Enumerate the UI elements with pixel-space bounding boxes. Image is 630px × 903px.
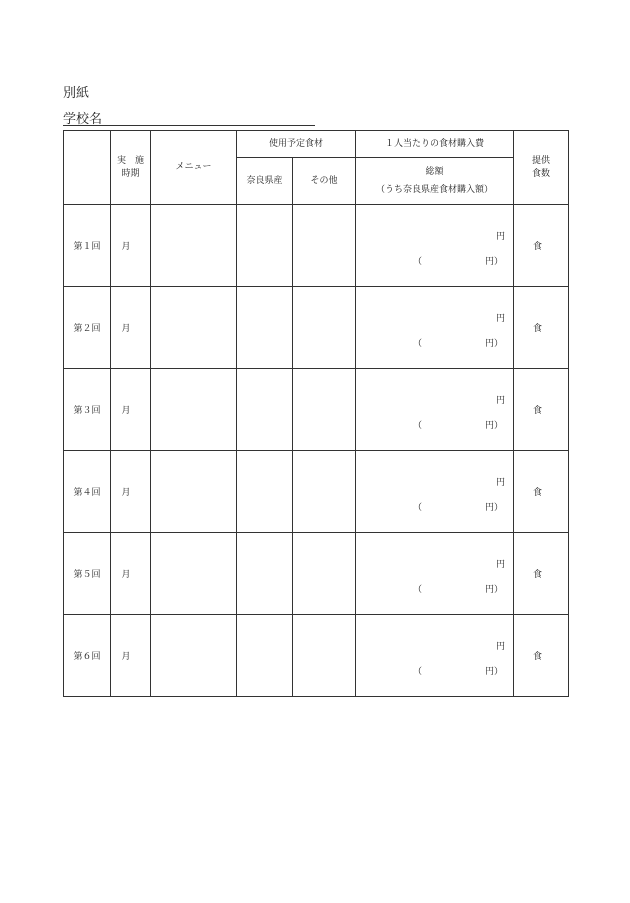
header-total: [356, 158, 514, 205]
total-yen-unit: 円: [496, 642, 506, 652]
month-cell[interactable]: 月: [111, 205, 151, 287]
table-row: [64, 451, 569, 533]
menu-plan-table: [63, 130, 569, 697]
month-cell[interactable]: 月: [111, 287, 151, 369]
nara-amount-open-paren: （: [413, 257, 423, 267]
month-cell[interactable]: 月: [111, 615, 151, 697]
menu-cell[interactable]: [151, 615, 237, 697]
total-yen-unit: 円: [496, 560, 506, 570]
cost-cell[interactable]: [356, 615, 514, 697]
month-cell[interactable]: 月: [111, 533, 151, 615]
header-timing: [111, 131, 151, 205]
other-ingredients-cell[interactable]: [293, 287, 356, 369]
session-label: 第６回: [64, 615, 111, 697]
header-meals-line2: 食数: [532, 168, 551, 179]
header-total-line2: （うち奈良県産食材購入額）: [376, 185, 494, 195]
nara-amount-yen-unit: 円）: [485, 667, 504, 677]
nara-amount-yen-unit: 円）: [485, 257, 504, 267]
table-row: [64, 533, 569, 615]
attachment-label: 別紙: [63, 86, 90, 101]
nara-amount-yen-unit: 円）: [485, 503, 504, 513]
session-label: 第１回: [64, 205, 111, 287]
other-ingredients-cell[interactable]: [293, 451, 356, 533]
nara-amount-yen-unit: 円）: [485, 585, 504, 595]
meals-cell[interactable]: 食: [514, 369, 569, 451]
other-ingredients-cell[interactable]: [293, 533, 356, 615]
nara-amount-open-paren: （: [413, 421, 423, 431]
total-yen-unit: 円: [496, 396, 506, 406]
nara-amount-open-paren: （: [413, 667, 423, 677]
school-name-field[interactable]: [63, 125, 315, 126]
month-cell[interactable]: 月: [111, 451, 151, 533]
nara-amount-yen-unit: 円）: [485, 421, 504, 431]
total-yen-unit: 円: [496, 314, 506, 324]
nara-amount-open-paren: （: [413, 503, 423, 513]
menu-cell[interactable]: [151, 205, 237, 287]
table-row: [64, 615, 569, 697]
nara-amount-open-paren: （: [413, 585, 423, 595]
header-total-line1: 総額: [425, 166, 444, 177]
header-cost: １人当たりの食材購入費: [356, 131, 514, 158]
menu-cell[interactable]: [151, 369, 237, 451]
header-blank: [64, 131, 111, 205]
header-timing-line1: 実 施: [116, 156, 144, 167]
header-other: その他: [293, 158, 356, 205]
nara-ingredients-cell[interactable]: [237, 451, 293, 533]
header-meals: [514, 131, 569, 205]
nara-amount-open-paren: （: [413, 339, 423, 349]
total-yen-unit: 円: [496, 478, 506, 488]
total-yen-unit: 円: [496, 232, 506, 242]
other-ingredients-cell[interactable]: [293, 369, 356, 451]
header-row: [64, 131, 569, 158]
cost-cell[interactable]: [356, 451, 514, 533]
menu-cell[interactable]: [151, 287, 237, 369]
header-menu: メニュー: [151, 131, 237, 205]
table-row: [64, 287, 569, 369]
meals-cell[interactable]: 食: [514, 533, 569, 615]
school-name-label: 学校名: [63, 112, 103, 127]
menu-cell[interactable]: [151, 451, 237, 533]
other-ingredients-cell[interactable]: [293, 615, 356, 697]
header-timing-line2: 時期: [121, 168, 140, 179]
meals-cell[interactable]: 食: [514, 287, 569, 369]
nara-ingredients-cell[interactable]: [237, 533, 293, 615]
nara-ingredients-cell[interactable]: [237, 205, 293, 287]
session-label: 第５回: [64, 533, 111, 615]
meals-cell[interactable]: 食: [514, 205, 569, 287]
session-label: 第２回: [64, 287, 111, 369]
cost-cell[interactable]: [356, 533, 514, 615]
cost-cell[interactable]: [356, 369, 514, 451]
menu-cell[interactable]: [151, 533, 237, 615]
nara-ingredients-cell[interactable]: [237, 369, 293, 451]
table-row: [64, 369, 569, 451]
cost-cell[interactable]: [356, 287, 514, 369]
session-label: 第３回: [64, 369, 111, 451]
nara-amount-yen-unit: 円）: [485, 339, 504, 349]
cost-cell[interactable]: [356, 205, 514, 287]
meals-cell[interactable]: 食: [514, 451, 569, 533]
meals-cell[interactable]: 食: [514, 615, 569, 697]
month-cell[interactable]: 月: [111, 369, 151, 451]
header-ingredients: 使用予定食材: [237, 131, 356, 158]
header-nara: 奈良県産: [237, 158, 293, 205]
nara-ingredients-cell[interactable]: [237, 287, 293, 369]
table-row: [64, 205, 569, 287]
nara-ingredients-cell[interactable]: [237, 615, 293, 697]
other-ingredients-cell[interactable]: [293, 205, 356, 287]
header-meals-line1: 提供: [532, 156, 551, 167]
session-label: 第４回: [64, 451, 111, 533]
